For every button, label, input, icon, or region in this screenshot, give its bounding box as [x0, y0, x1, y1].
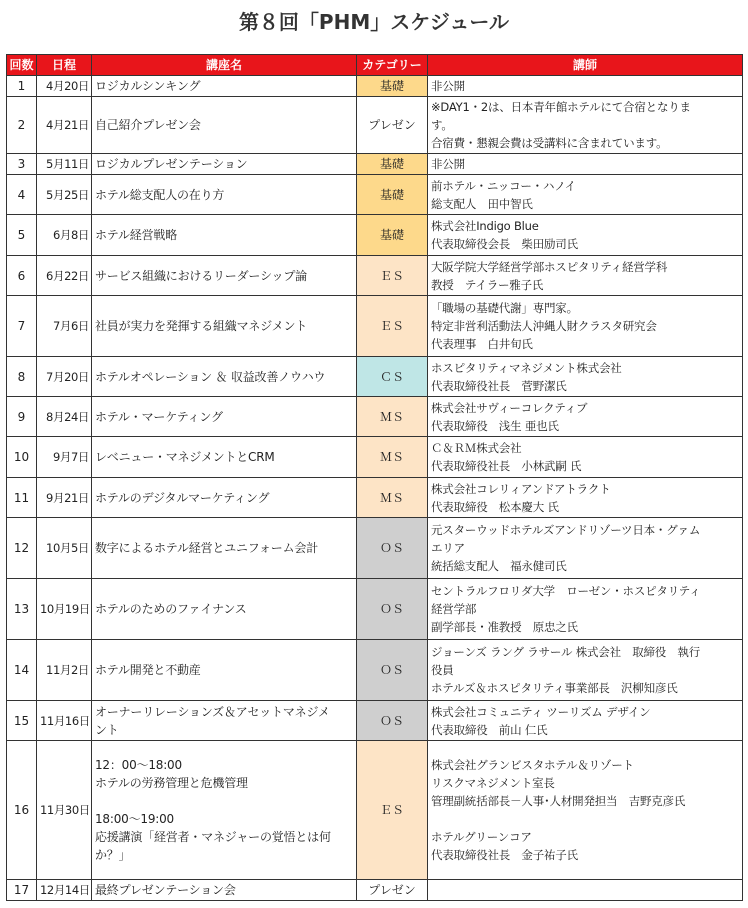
lecturer-line: 特定非営利活動法人沖縄人財クラスタ研究会: [431, 319, 657, 333]
course-name: [92, 154, 357, 175]
lecturer-line: 代表取締役 浅生 亜也氏: [431, 418, 559, 433]
lecturer-line: す。: [431, 118, 453, 132]
session-number: 8: [7, 357, 37, 397]
course-name: [92, 518, 357, 579]
session-date: 4月21日: [37, 97, 92, 154]
session-date: 7月20日: [37, 357, 92, 397]
lecturer-line: 合宿費・懇親会費は受講料に含まれています。: [431, 136, 668, 150]
session-number: 1: [7, 76, 37, 97]
course-name: [92, 701, 357, 741]
lecturer-info: [428, 397, 743, 437]
course-line: か？」: [95, 848, 131, 862]
lecturer-line: 株式会社コレリィアンドアトラクト: [431, 481, 611, 496]
session-date: 10月19日: [37, 579, 92, 640]
course-line: ホテルの労務管理と危機管理: [95, 776, 248, 790]
category-badge: ＥＳ: [357, 741, 428, 880]
category-badge: ＭＳ: [357, 397, 428, 437]
lecturer-line: 代表取締役 松本慶大 氏: [431, 499, 559, 514]
lecturer-info: [428, 357, 743, 397]
lecturer-line: ジョーンズ ラング ラサール 株式会社 取締役 執行: [431, 645, 700, 659]
category-badge: ＭＳ: [357, 478, 428, 518]
category-badge: ＭＳ: [357, 437, 428, 478]
session-number: 6: [7, 256, 37, 296]
lecturer-info: [428, 256, 743, 296]
page-title: 第８回「PHM」スケジュール: [238, 10, 510, 34]
category-badge: ＥＳ: [357, 296, 428, 357]
table-row: [7, 741, 743, 880]
lecturer-info: [428, 880, 743, 901]
course-line: ホテルオペレーション ＆ 収益改善ノウハウ: [95, 369, 326, 384]
category-badge: 基礎: [357, 154, 428, 175]
session-date: 11月30日: [37, 741, 92, 880]
course-line: ロジカルシンキング: [95, 79, 201, 93]
course-name: [92, 437, 357, 478]
table-row: [7, 154, 743, 175]
lecturer-info: [428, 640, 743, 701]
session-number: 7: [7, 296, 37, 357]
session-date: 5月11日: [37, 154, 92, 175]
session-number: 14: [7, 640, 37, 701]
lecturer-line: リスクマネジメント室長: [431, 776, 555, 790]
lecturer-line: 前ホテル・ニッコー・ハノイ: [431, 178, 576, 193]
session-date: 9月21日: [37, 478, 92, 518]
lecturer-info: [428, 175, 743, 215]
session-date: 8月24日: [37, 397, 92, 437]
course-line: サービス組織におけるリーダーシップ論: [95, 268, 307, 283]
course-line: 最終プレゼンテーション会: [95, 883, 236, 897]
session-number: 12: [7, 518, 37, 579]
lecturer-line: 元スターウッドホテルズアンドリゾーツ日本・グァム: [431, 523, 701, 537]
course-line: ホテル開発と不動産: [95, 663, 201, 677]
lecturer-line: 「職場の基礎代謝」専門家。: [431, 301, 578, 315]
table-row: [7, 97, 743, 154]
lecturer-line: 副学部長・准教授 原忠之氏: [431, 620, 578, 634]
course-line: ロジカルプレゼンテーション: [95, 157, 248, 171]
header-no: 回数: [7, 55, 37, 76]
course-name: [92, 97, 357, 154]
table-row: [7, 357, 743, 397]
lecturer-info: [428, 701, 743, 741]
session-number: 3: [7, 154, 37, 175]
category-badge: ＯＳ: [357, 640, 428, 701]
session-date: 6月8日: [37, 215, 92, 256]
course-name: [92, 175, 357, 215]
lecturer-line: 総支配人 田中智氏: [431, 196, 533, 211]
lecturer-line: 経営学部: [431, 602, 477, 616]
course-line: 12：00～18:00: [95, 758, 182, 772]
course-name: [92, 880, 357, 901]
lecturer-line: 非公開: [431, 157, 465, 171]
table-body: [7, 76, 743, 901]
table-row: [7, 701, 743, 741]
table-row: [7, 518, 743, 579]
session-number: 5: [7, 215, 37, 256]
lecturer-info: [428, 97, 743, 154]
session-date: 11月16日: [37, 701, 92, 741]
category-badge: ＯＳ: [357, 701, 428, 741]
category-badge: ＣＳ: [357, 357, 428, 397]
lecturer-info: [428, 741, 743, 880]
course-name: [92, 215, 357, 256]
lecturer-line: エリア: [431, 541, 465, 555]
category-badge: ＥＳ: [357, 256, 428, 296]
course-name: [92, 357, 357, 397]
table-row: [7, 640, 743, 701]
course-name: [92, 741, 357, 880]
session-number: 16: [7, 741, 37, 880]
lecturer-line: 代表取締役社長 菅野潔氏: [431, 378, 567, 393]
table-row: [7, 175, 743, 215]
table-row: [7, 296, 743, 357]
header-course: 講座名: [92, 55, 357, 76]
table-row: [7, 215, 743, 256]
lecturer-info: [428, 154, 743, 175]
lecturer-info: [428, 579, 743, 640]
blank-line: [431, 881, 739, 899]
lecturer-line: 株式会社サヴィーコレクティブ: [431, 400, 588, 415]
session-number: 4: [7, 175, 37, 215]
lecturer-line: 代表取締役社長 小林武嗣 氏: [431, 459, 582, 473]
header-category: カテゴリー: [357, 55, 428, 76]
session-date: 6月22日: [37, 256, 92, 296]
session-number: 9: [7, 397, 37, 437]
course-line: ホテル経営戦略: [95, 228, 178, 242]
course-line: 応援講演「経営者・マネジャーの覚悟とは何: [95, 830, 331, 844]
lecturer-line: 管理副統括部長－人事･人材開発担当 吉野克彦氏: [431, 794, 686, 808]
course-line: 数字によるホテル経営とユニフォーム会計: [95, 541, 319, 555]
course-name: [92, 397, 357, 437]
lecturer-line: ホテルグリーンコア: [431, 830, 532, 844]
lecturer-info: [428, 76, 743, 97]
course-line: レベニュー・マネジメントとCRM: [95, 450, 275, 464]
lecturer-info: [428, 215, 743, 256]
session-date: 9月7日: [37, 437, 92, 478]
session-date: 4月20日: [37, 76, 92, 97]
course-line: ホテルのデジタルマーケティング: [95, 490, 270, 505]
session-number: 13: [7, 579, 37, 640]
blank-line: [95, 792, 353, 810]
course-name: [92, 478, 357, 518]
session-date: 5月25日: [37, 175, 92, 215]
header-date: 日程: [37, 55, 92, 76]
lecturer-info: [428, 437, 743, 478]
session-number: 11: [7, 478, 37, 518]
category-badge: 基礎: [357, 76, 428, 97]
category-badge: 基礎: [357, 215, 428, 256]
lecturer-line: ホテルズ＆ホスピタリティ事業部長 沢柳知彦氏: [431, 681, 678, 695]
table-row: [7, 437, 743, 478]
category-badge: プレゼン: [357, 97, 428, 154]
table-row: [7, 397, 743, 437]
course-line: 社員が実力を発揮する組織マネジメント: [95, 319, 308, 333]
schedule-table: [6, 54, 743, 901]
session-number: 15: [7, 701, 37, 741]
course-name: [92, 579, 357, 640]
lecturer-line: 統括総支配人 福永健司氏: [431, 559, 567, 573]
lecturer-line: 大阪学院大学経営学部ホスピタリティ経営学科: [431, 259, 668, 274]
course-line: ント: [95, 722, 119, 737]
lecturer-line: ※DAY1・2は、日本青年館ホテルにて合宿となりま: [431, 100, 691, 114]
course-line: ホテル総支配人の在り方: [95, 187, 225, 202]
session-date: 7月6日: [37, 296, 92, 357]
session-number: 10: [7, 437, 37, 478]
session-number: 17: [7, 880, 37, 901]
category-badge: ＯＳ: [357, 518, 428, 579]
session-date: 12月14日: [37, 880, 92, 901]
table-row: [7, 880, 743, 901]
lecturer-line: 代表取締役社長 金子祐子氏: [431, 848, 578, 862]
lecturer-line: 代表取締役会長 柴田励司氏: [431, 237, 578, 251]
lecturer-line: セントラルフロリダ大学 ローゼン・ホスピタリティ: [431, 584, 701, 598]
header-lecturer: 講師: [428, 55, 743, 76]
table-row: [7, 256, 743, 296]
category-badge: プレゼン: [357, 880, 428, 901]
table-header-row: [7, 55, 743, 76]
lecturer-line: 非公開: [431, 79, 465, 93]
course-line: ホテル・マーケティング: [95, 409, 223, 424]
lecturer-line: ホスピタリティマネジメント株式会社: [431, 360, 622, 375]
lecturer-line: 代表取締役 前山 仁氏: [431, 722, 548, 737]
course-line: 自己紹介プレゼン会: [95, 118, 201, 132]
lecturer-info: [428, 478, 743, 518]
category-badge: 基礎: [357, 175, 428, 215]
course-name: [92, 640, 357, 701]
table-row: [7, 579, 743, 640]
lecturer-line: 代表理事 白井旬氏: [431, 337, 533, 351]
course-name: [92, 296, 357, 357]
table-row: [7, 76, 743, 97]
lecturer-info: [428, 518, 743, 579]
course-name: [92, 76, 357, 97]
lecturer-line: 教授 テイラー雅子氏: [431, 277, 544, 292]
blank-line: [431, 810, 739, 828]
session-date: 10月5日: [37, 518, 92, 579]
category-badge: ＯＳ: [357, 579, 428, 640]
lecturer-line: 役員: [431, 663, 454, 677]
course-line: ホテルのためのファイナンス: [95, 602, 247, 616]
session-date: 11月2日: [37, 640, 92, 701]
lecturer-line: Ｃ＆ＲＭ株式会社: [431, 441, 522, 455]
course-line: オーナーリレーションズ＆アセットマネジメ: [95, 704, 330, 719]
table-row: [7, 478, 743, 518]
lecturer-info: [428, 296, 743, 357]
lecturer-line: 株式会社Indigo Blue: [431, 219, 539, 233]
lecturer-line: 株式会社グランビスタホテル＆リゾート: [431, 758, 634, 772]
lecturer-line: 株式会社コミュニティ ツーリズム デザイン: [431, 704, 651, 719]
course-line: 18:00～19:00: [95, 812, 174, 826]
course-name: [92, 256, 357, 296]
session-number: 2: [7, 97, 37, 154]
